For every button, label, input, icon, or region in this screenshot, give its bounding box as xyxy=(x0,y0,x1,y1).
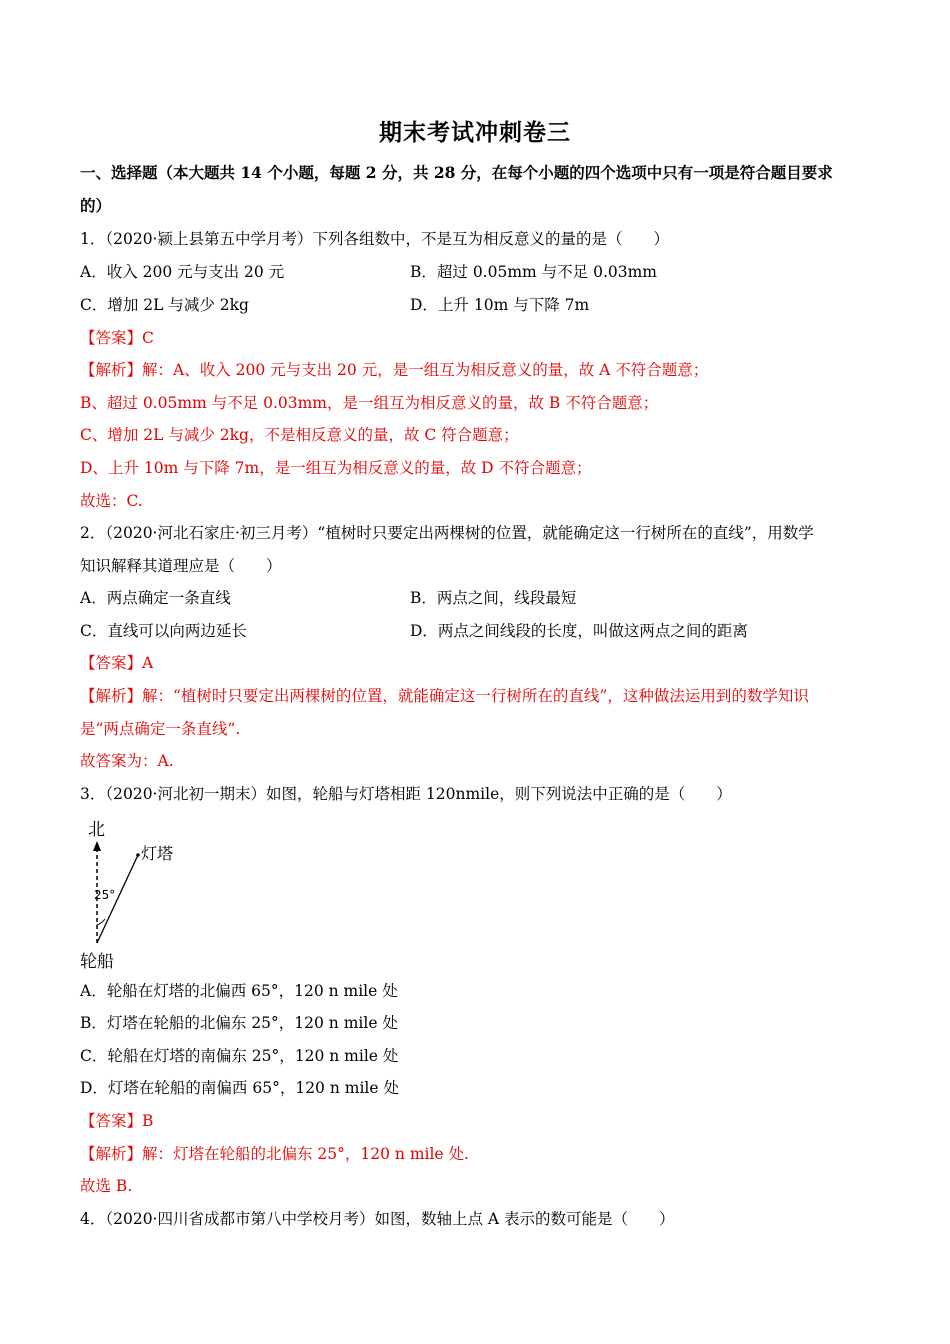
bearing-diagram xyxy=(80,815,190,975)
q1-stem: 1．（2020·颍上县第五中学月考）下列各组数中，不是互为相反意义的量的是（ ） xyxy=(80,230,669,248)
q2-stem-cont: 知识解释其道理应是（ ） xyxy=(80,557,282,575)
q3-option-a: A．轮船在灯塔的北偏西 65°，120 n mile 处 xyxy=(80,982,398,1000)
q1-analysis-3: C、增加 2L 与减少 2kg，不是相反意义的量，故 C 符合题意； xyxy=(80,426,519,444)
q3-option-b: B．灯塔在轮船的北偏东 25°，120 n mile 处 xyxy=(80,1014,398,1032)
q2-analysis-2: 是“两点确定一条直线”. xyxy=(80,720,241,738)
q3-option-c: C．轮船在灯塔的南偏东 25°，120 n mile 处 xyxy=(80,1047,399,1065)
q2-option-b: B．两点之间，线段最短 xyxy=(410,589,577,607)
page-title: 期末考试冲刺卷三 xyxy=(379,119,571,146)
q2-option-a: A．两点确定一条直线 xyxy=(80,589,231,607)
q1-analysis-4: D、上升 10m 与下降 7m，是一组互为相反意义的量，故 D 不符合题意； xyxy=(80,459,592,477)
q1-option-a: A．收入 200 元与支出 20 元 xyxy=(80,263,285,281)
angle-arc xyxy=(97,919,105,925)
north-arrow-head xyxy=(93,841,101,851)
q2-conclusion: 故答案为：A. xyxy=(80,752,174,770)
lighthouse-label: 灯塔 xyxy=(141,844,174,863)
q3-conclusion: 故选 B. xyxy=(80,1177,133,1195)
q1-analysis-2: B、超过 0.05mm 与不足 0.03mm，是一组互为相反意义的量，故 B 不符合题意； xyxy=(80,394,659,412)
lighthouse-point xyxy=(136,853,140,857)
q4-stem: 4．（2020·四川省成都市第八中学校月考）如图，数轴上点 A 表示的数可能是（ ） xyxy=(80,1210,675,1228)
section-heading: 一、选择题（本大题共 14 个小题，每题 2 分，共 28 分，在每个小题的四个选项中只有一项是符合题目要求 xyxy=(80,163,833,182)
q2-option-d: D．两点之间线段的长度，叫做这两点之间的距离 xyxy=(410,622,748,640)
q2-answer: 【答案】A xyxy=(80,654,154,672)
q3-analysis: 【解析】解：灯塔在轮船的北偏东 25°，120 n mile 处. xyxy=(80,1145,469,1163)
q3-stem: 3．（2020·河北初一期末）如图，轮船与灯塔相距 120nmile，则下列说法中正确的是（ ） xyxy=(80,785,732,803)
north-label: 北 xyxy=(88,820,105,840)
q2-option-c: C．直线可以向两边延长 xyxy=(80,622,247,640)
q3-option-d: D．灯塔在轮船的南偏西 65°，120 n mile 处 xyxy=(80,1079,399,1097)
q1-answer: 【答案】C xyxy=(80,329,154,347)
q1-conclusion: 故选：C. xyxy=(80,492,143,510)
q3-answer: 【答案】B xyxy=(80,1112,154,1130)
q1-option-c: C．增加 2L 与减少 2kg xyxy=(80,296,249,314)
ship-label: 轮船 xyxy=(80,952,114,972)
q1-option-d: D．上升 10m 与下降 7m xyxy=(410,296,590,314)
q1-option-b: B．超过 0.05mm 与不足 0.03mm xyxy=(410,263,657,281)
section-heading-cont: 的） xyxy=(80,196,112,215)
angle-label: 25° xyxy=(94,888,116,902)
q2-analysis-1: 【解析】解：“植树时只要定出两棵树的位置，就能确定这一行树所在的直线”，这种做法运用到的数学知识 xyxy=(80,687,809,705)
q2-stem: 2．（2020·河北石家庄·初三月考）“植树时只要定出两棵树的位置，就能确定这一行树所在的直线”，用数学 xyxy=(80,524,814,542)
q1-analysis-1: 【解析】解：A、收入 200 元与支出 20 元，是一组互为相反意义的量，故 A 不符合题意； xyxy=(80,361,709,379)
